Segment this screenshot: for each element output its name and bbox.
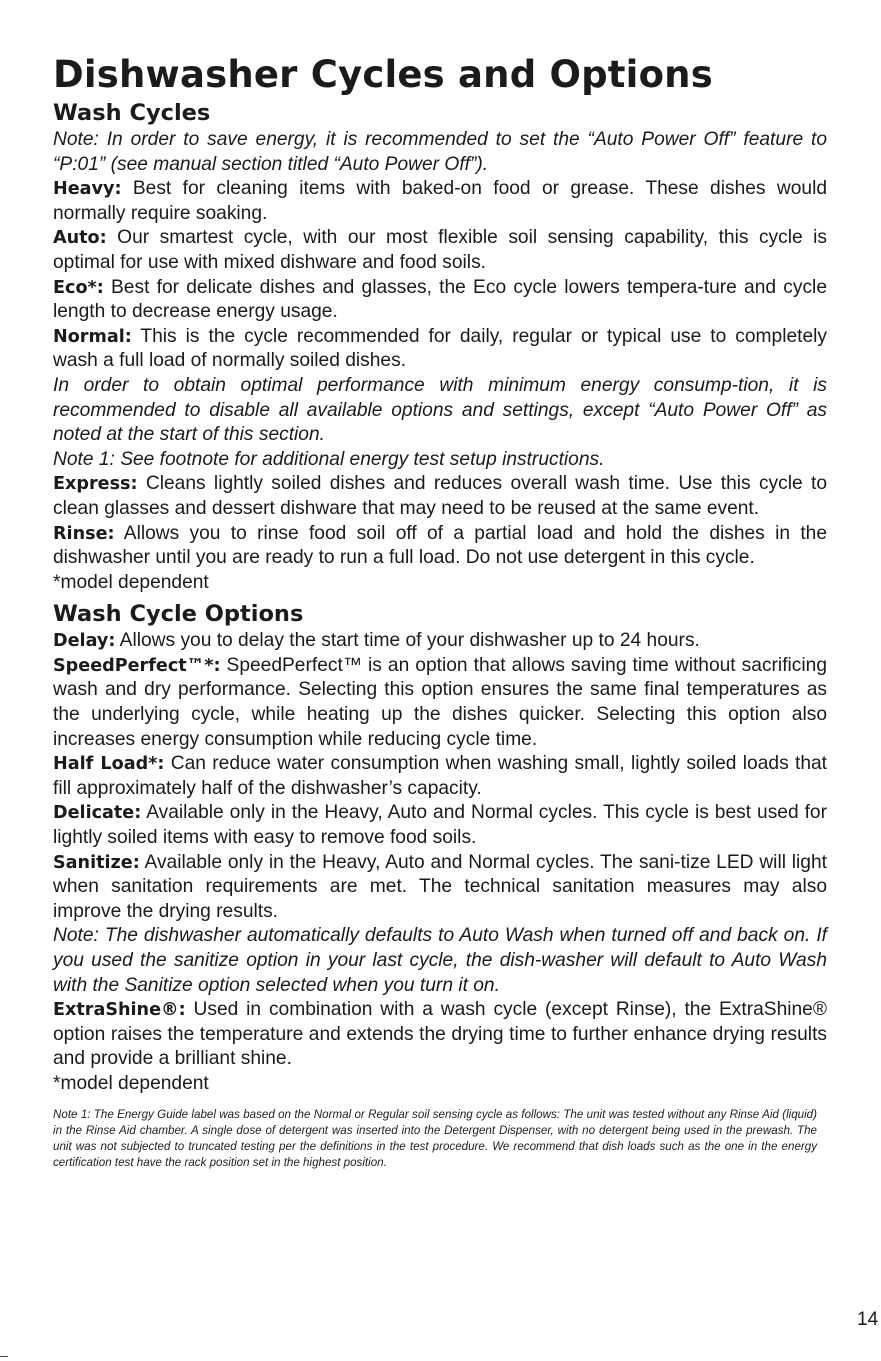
desc-delicate: Available only in the Heavy, Auto and Normal cycles. This cycle is best used for lightly soiled items with easy to remove food soils. (53, 802, 827, 849)
desc-eco: Best for delicate dishes and glasses, the Eco cycle lowers tempera-ture and cycle length to decrease energy usage. (53, 276, 827, 323)
term-delicate: Delicate: (53, 803, 142, 824)
section-heading-wash-cycles: Wash Cycles (53, 100, 211, 126)
cycle-heavy (53, 177, 827, 226)
term-normal: Normal: (53, 326, 132, 347)
auto-power-off-note: Note: In order to save energy, it is recommended to set the “Auto Power Off” feature to “P:01” (see manual section titled “Auto Power Off”). (53, 129, 827, 175)
energy-test-note: Note 1: See footnote for additional energy test setup instructions. (53, 448, 605, 470)
option-delicate (53, 801, 827, 850)
term-half-load: Half Load*: (53, 754, 165, 775)
desc-half-load: Can reduce water consumption when washing small, lightly soiled loads that fill approximately half of the dishwasher’s capacity. (53, 753, 827, 799)
desc-speedperfect: SpeedPerfect™ is an option that allows saving time without sacrificing wash and dry performance. Selecting this option ensures the same final temperatures as the underlying cycle, while heating up the dishes quicker. Selecting this option also increases energy consumption while reducing cycle time. (53, 654, 827, 750)
option-extrashine (53, 998, 827, 1072)
option-speedperfect (53, 654, 827, 752)
term-eco: Eco*: (53, 277, 104, 298)
page-title: Dishwasher Cycles and Options (53, 53, 713, 96)
desc-rinse: Allows you to rinse food soil off of a partial load and hold the dishes in the dishwasher until you are ready to run a full load. Do not use detergent in this cycle. (53, 522, 827, 569)
term-heavy: Heavy: (53, 179, 122, 200)
auto-wash-default-note: Note: The dishwasher automatically defaults to Auto Wash when turned off and back on. If you used the sanitize option in your last cycle, the dish-washer will default to Auto Wash with the Sanitize option selected when you turn it on. (53, 925, 827, 996)
term-express: Express: (53, 474, 138, 495)
desc-delay: Allows you to delay the start time of your dishwasher up to 24 hours. (115, 630, 700, 652)
model-dependent-note: *model dependent (53, 571, 209, 593)
term-rinse: Rinse: (53, 523, 115, 544)
term-speedperfect: SpeedPerfect™*: (53, 655, 221, 676)
term-sanitize: Sanitize: (53, 852, 140, 873)
desc-auto: Our smartest cycle, with our most flexible soil sensing capability, this cycle is optimal for use with mixed dishware and food soils. (53, 227, 827, 273)
section-heading-wash-cycle-options: Wash Cycle Options (53, 601, 304, 628)
model-dependent-note-options: *model dependent (53, 1072, 209, 1094)
corner-mark (0, 1356, 8, 1357)
page-number: 14 (857, 1309, 879, 1330)
energy-guide-footnote: Note 1: The Energy Guide label was based on the Normal or Regular soil sensing cycle as follows: The unit was tested without any Rinse Aid (liquid) in the Rinse Aid chamber. A single dose of detergent was inserted into the Detergent Dispenser, with no detergent being used in the prewash. The unit was not subjected to truncated testing per the definitions in the test procedure. We recommend that dish loads such as the one in the energy certification test have the rack position set in the highest position. (53, 1107, 817, 1169)
option-sanitize (53, 851, 827, 925)
option-half-load (53, 752, 827, 801)
cycle-express (53, 472, 827, 521)
term-auto: Auto: (53, 228, 107, 249)
cycle-auto (53, 226, 827, 275)
desc-heavy: Best for cleaning items with baked-on food or grease. These dishes would normally require soaking. (53, 178, 827, 224)
cycle-rinse (53, 522, 827, 571)
option-delay (53, 629, 827, 654)
cycle-eco (53, 276, 827, 325)
term-extrashine: ExtraShine®: (53, 1000, 186, 1021)
desc-sanitize: Available only in the Heavy, Auto and Normal cycles. The sani-tize LED will light when sanitation requirements are met. The technical sanitation measures may also improve the drying results. (53, 851, 827, 922)
desc-express: Cleans lightly soiled dishes and reduces overall wash time. Use this cycle to clean glasses and dessert dishware that may need to be reused at the same event. (53, 473, 827, 519)
desc-normal: This is the cycle recommended for daily, regular or typical use to completely wash a full load of normally soiled dishes. (53, 325, 827, 372)
performance-note: In order to obtain optimal performance with minimum energy consump-tion, it is recommended to disable all available options and settings, except “Auto Power Off” as noted at the start of this section. (53, 374, 827, 446)
desc-extrashine: Used in combination with a wash cycle (except Rinse), the ExtraShine® option raises the temperature and extends the drying time to further enhance drying results and provide a brilliant shine. (53, 999, 827, 1070)
manual-page (53, 52, 827, 1182)
cycle-normal (53, 325, 827, 374)
term-delay: Delay: (53, 631, 116, 652)
